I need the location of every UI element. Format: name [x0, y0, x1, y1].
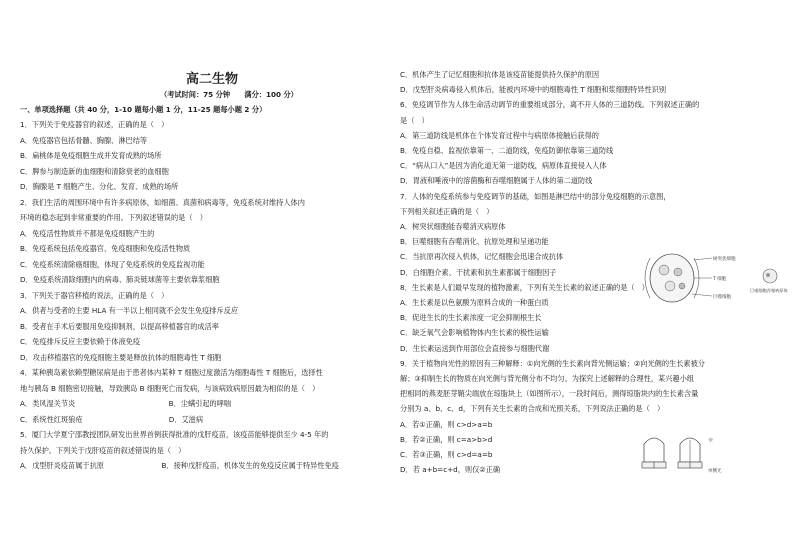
coleoptile-figure — [636, 432, 736, 478]
lymph-node-figure — [632, 248, 792, 308]
cell-b — [674, 268, 682, 276]
fig7-label-2: T 细胞 — [713, 277, 727, 282]
question-line: 分别为 a、b、c、d，下列有关生长素的合成和光照关系，下列说法正确的是（ ） — [400, 404, 665, 414]
question-line: C．当抗原再次侵入机体，记忆细胞会迅速合成抗体 — [400, 252, 564, 262]
question-line: B．促进生长的生长素浓度一定会抑制根生长 — [400, 313, 542, 323]
question-line: 6．免疫调节作为人体生命活动调节的重要组成部分，离不开人体的三道防线。下列叙述正确的 — [400, 100, 700, 110]
question-line: A．第三道防线是机体在个体发育过程中与病原体接触后获得的 — [400, 130, 599, 140]
lymph-node-outline — [650, 254, 694, 302]
question-line: 3．下列关于器官移植的说法，正确的是（ ） — [20, 290, 169, 300]
question-line: 把相同的燕麦胚芽鞘尖端放在琼脂块上（如图所示），一段时间后，测得琼脂块内的生长素含量 — [400, 389, 699, 399]
question-line: 7．人体的免疫系统参与免疫调节的基础，如图是淋巴结中的部分免疫细胞的示意图， — [400, 191, 671, 201]
question-line: D．若 a+b=c+d，则仅②正确 — [400, 465, 501, 475]
question-line: D．戊型肝炎病毒侵入机体后，能被内环境中的细胞毒性 T 细胞和浆细胞特异性识别 — [400, 85, 667, 95]
question-line: B．免疫自稳、监视依靠第一、二道防线，免疫防御依靠第三道防线 — [400, 146, 614, 155]
question-line: A．供者与受者的主要 HLA 有一半以上相同就不会发生免疫排斥反应 — [20, 306, 239, 315]
question-line: D．白细胞介素、干扰素和抗生素都属于细胞因子 — [400, 267, 557, 277]
question-line: A．类风湿关节炎 B．尘螨引起的哮喘 — [20, 399, 232, 408]
fig9-light-label: 单侧光 — [708, 469, 722, 474]
question-line: B．扁桃体是免疫细胞生成并发育成熟的场所 — [20, 151, 162, 160]
question-line: C．免疫排斥反应主要依赖于体液免疫 — [20, 337, 141, 346]
question-line: 2．我们生活的周围环境中有许多病原体，如细菌、真菌和病毒等，免疫系统对维持人体内 — [20, 197, 305, 207]
question-line: D．胸腺是 T 细胞产生、分化、发育、成熟的场所 — [20, 182, 179, 191]
exam-meta: （考试时间：75 分钟 满分：100 分） — [160, 90, 298, 99]
question-line: 持久保护。下列关于戊肝疫苗的叙述错误的是（ ） — [20, 445, 186, 455]
question-line: C．缺乏氧气会影响植物体内生长素的极性运输 — [400, 328, 549, 338]
question-line: A．免疫活性物质并不都是免疫细胞产生的 — [20, 228, 155, 238]
question-line: A．树突状细胞能吞噬消灭病原体 — [400, 222, 506, 231]
question-line: A．戊型肝炎疫苗属于抗原 B．接种戊肝疫苗，机体发生的免疫反应属于特异性免疫 — [20, 461, 339, 470]
question-line: A．若①正确，则 c>d>a=b — [400, 419, 493, 429]
section-heading: 一、单项选择题（共 40 分，1-10 题每小题 1 分，11-25 题每小题 2 分） — [20, 105, 267, 114]
leader-1 — [694, 258, 712, 260]
pathogen-dot — [766, 273, 770, 277]
cell-c — [665, 281, 675, 291]
question-line: C．若③正确，则 c>d=a=b — [400, 450, 493, 459]
question-line: B．免疫系统包括免疫器官、免疫细胞和免疫活性物质 — [20, 244, 191, 253]
question-line: B．受者在手术后要服用免疫抑制剂，以提高移植器官的成活率 — [20, 321, 219, 331]
cell-a — [659, 265, 669, 275]
question-line: D．生长素运送到作用部位会直接参与细胞代谢 — [400, 343, 550, 353]
question-line: D．攻击移植器官的免疫细胞主要是释放抗体的细胞毒性 T 细胞 — [20, 352, 222, 362]
question-line: A．免疫器官包括骨髓、胸腺、淋巴结等 — [20, 135, 148, 145]
question-line: B．巨噬细胞有吞噬消化、抗原处理和呈递功能 — [400, 237, 549, 247]
question-line: C．脾参与制造新的血细胞和清除衰老的血细胞 — [20, 166, 169, 176]
question-line: 4．某种胰岛素依赖型糖尿病是由于患者体内某种 T 细胞过度激活为细胞毒性 T 细胞后，选择性 — [20, 368, 323, 377]
question-line: 1．下列关于免疫器官的叙述，正确的是（ ） — [20, 120, 169, 129]
fig7-far-label: 巨噬细胞吞噬病原体 — [750, 288, 788, 293]
page-title: 高二生物 — [186, 72, 239, 87]
question-line: A．生长素是以色氨酸为原料合成的一种蛋白质 — [400, 298, 549, 307]
question-line: 环境的稳态起到非常重要的作用。下列叙述错误的是（ ） — [20, 213, 207, 222]
fig7-label-1: 树突状细胞 — [713, 257, 736, 262]
question-line: B．若②正确，则 c=a>b>d — [400, 434, 493, 444]
question-line: D．免疫系统清除细胞内的病毒、肺炎链球菌等主要依靠浆细胞 — [20, 275, 220, 284]
question-line: 解；③抑制生长的物质在向光侧与背光侧分布不均匀。为探究上述解释的合理性，某兴趣小组 — [400, 374, 694, 383]
question-line: 下列相关叙述正确的是（ ） — [400, 206, 494, 216]
question-line: C．系统性红斑狼疮 D．艾滋病 — [20, 414, 204, 424]
question-line: 9．关于植物向光性的原因有三种解释：①向光侧的生长素向背光侧运输；②向光侧的生长素被分 — [400, 358, 705, 368]
question-line: C．机体产生了记忆细胞和抗体是该疫苗能提供持久保护的原因 — [400, 70, 600, 79]
question-line: 5．厦门大学夏宁邵教授团队研发出世界首例获得批准的戊肝疫苗，该疫苗能够提供至少 4-5 年的 — [20, 430, 329, 439]
question-line: 8．生长素是人们最早发现的植物激素，下列有关生长素的叙述正确的是（ ） — [400, 282, 649, 292]
coleoptile-1 — [644, 438, 664, 462]
question-line: C．“病从口入”是因为消化道无第一道防线，病原体直接侵入人体 — [400, 161, 607, 171]
question-line: D．胃液和唾液中的溶菌酶和吞噬细胞属于人体的第二道防线 — [400, 176, 593, 186]
question-line: C．免疫系统清除癌细胞，体现了免疫系统的免疫监视功能 — [20, 259, 205, 269]
fig7-label-3: 巨噬细胞 — [713, 295, 731, 300]
question-line: 是（ ） — [400, 115, 429, 125]
macrophage-cell — [763, 269, 777, 283]
vessel-left — [645, 258, 650, 298]
cell-d — [679, 283, 685, 289]
sun-icon: ☼ — [708, 437, 714, 444]
question-line: 地与胰岛 B 细胞密切接触，导致胰岛 B 细胞死亡而发病，与该病致病原因最为相似的是（ ） — [20, 383, 320, 393]
